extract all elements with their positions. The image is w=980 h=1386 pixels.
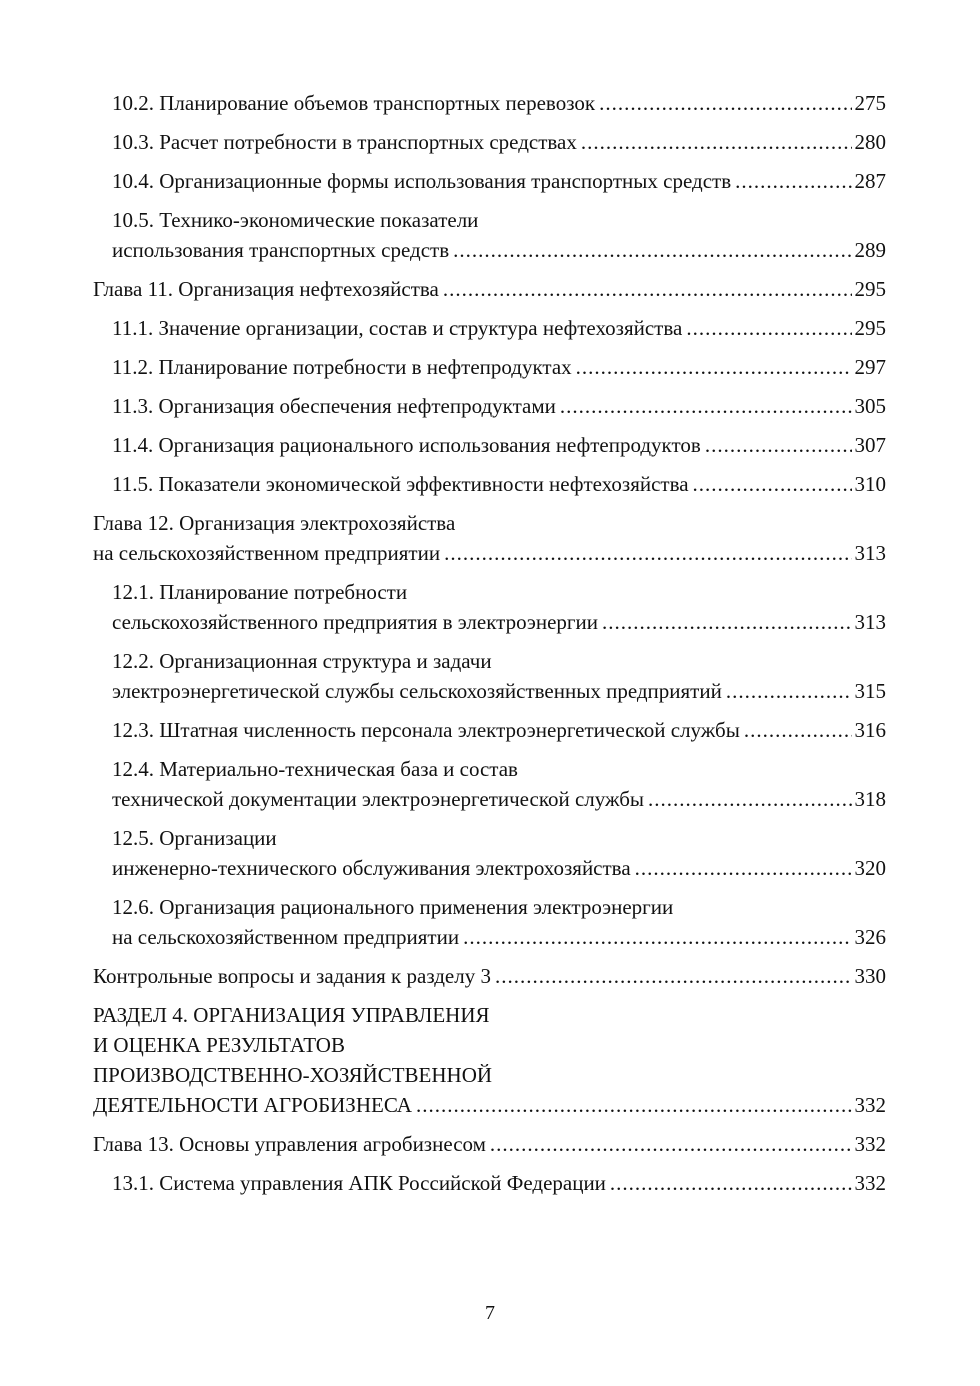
toc-entry-leader-line (112, 922, 886, 952)
toc-entry-page-number: 295 (854, 277, 886, 301)
toc-entry-leader-line (112, 1168, 886, 1198)
toc-entry-page-number: 305 (854, 394, 886, 418)
toc-entry-title-line: 12.5. Организации (112, 826, 277, 850)
toc-entry-title-line: 10.5. Технико-экономические показатели (112, 208, 479, 232)
toc-entry-title-line: на сельскохозяйственном предприятии (93, 541, 441, 565)
toc-entry-title-line: инженерно-технического обслуживания электрохозяйства (112, 856, 631, 880)
dot-leader (735, 166, 851, 196)
toc-subsection-entry (93, 391, 886, 421)
toc-entry-page-number: 332 (854, 1171, 886, 1195)
toc-subsection-entry (93, 892, 886, 952)
toc-entry-leader-line (112, 127, 886, 157)
toc-entry-title-line: технической документации электроэнергетической службы (112, 787, 645, 811)
toc-entry-title-line: на сельскохозяйственном предприятии (112, 925, 460, 949)
toc-entry-page-number: 318 (854, 787, 886, 811)
toc-entry-title-line: 12.6. Организация рационального применения электроэнергии (112, 895, 674, 919)
dot-leader (576, 352, 852, 382)
toc-entry-title-line: Глава 12. Организация электрохозяйства (93, 511, 456, 535)
dot-leader (490, 1129, 852, 1159)
toc-entry-page-number: 330 (854, 964, 886, 988)
toc-entry-leader-line (112, 607, 886, 637)
toc-entry-title-line: 12.2. Организационная структура и задачи (112, 649, 492, 673)
dot-leader (705, 430, 852, 460)
toc-entry-page-number: 295 (854, 316, 886, 340)
toc-entry-title-line: сельскохозяйственного предприятия в электроэнергии (112, 610, 599, 634)
toc-entry-leader-line (112, 391, 886, 421)
toc-subsection-entry (93, 127, 886, 157)
dot-leader (453, 235, 851, 265)
toc-entry-page-number: 307 (854, 433, 886, 457)
toc-entry-leader-line (112, 166, 886, 196)
toc-entry-title-line: 11.1. Значение организации, состав и структура нефтехозяйства (112, 316, 683, 340)
dot-leader (443, 274, 852, 304)
toc-entry-title-line: 10.2. Планирование объемов транспортных перевозок (112, 91, 596, 115)
toc-entry-title-line: РАЗДЕЛ 4. ОРГАНИЗАЦИЯ УПРАВЛЕНИЯ (93, 1003, 490, 1027)
toc-entry-leader-line (112, 853, 886, 883)
toc-entry-title-line: 11.3. Организация обеспечения нефтепродуктами (112, 394, 556, 418)
toc-entry-page-number: 297 (854, 355, 886, 379)
toc-entry-page-number: 332 (854, 1132, 886, 1156)
toc-entry-title-line: ДЕЯТЕЛЬНОСТИ АГРОБИЗНЕСА (93, 1093, 412, 1117)
toc-entry-leader-line (112, 352, 886, 382)
toc-subsection-entry (93, 577, 886, 637)
toc-entry-page-number: 320 (854, 856, 886, 880)
toc-chapter-entry (93, 508, 886, 568)
toc-entry-page-number: 289 (854, 238, 886, 262)
toc-entry-title-line: 10.4. Организационные формы использования транспортных средств (112, 169, 732, 193)
toc-entry-leader-line (112, 313, 886, 343)
toc-entry-page-number: 316 (854, 718, 886, 742)
toc-entry-leader-line (93, 1129, 886, 1159)
dot-leader (416, 1090, 852, 1120)
toc-chapter-entry (93, 274, 886, 304)
dot-leader (599, 88, 851, 118)
dot-leader (648, 784, 851, 814)
dot-leader (726, 676, 852, 706)
toc-entry-leader-line (93, 1090, 886, 1120)
toc-entry-leader-line (112, 676, 886, 706)
toc-entry-page-number: 275 (854, 91, 886, 115)
toc-entry-leader-line (112, 430, 886, 460)
toc-entry-leader-line (112, 235, 886, 265)
toc-entry-title-line: 12.3. Штатная численность персонала электроэнергетической службы (112, 718, 740, 742)
toc-entry-title-line: 11.2. Планирование потребности в нефтепродуктах (112, 355, 572, 379)
toc-entry-page-number: 280 (854, 130, 886, 154)
toc-entry-leader-line (112, 715, 886, 745)
toc-entry-title-line: 11.4. Организация рационального использования нефтепродуктов (112, 433, 701, 457)
toc-entry-title-line: Глава 13. Основы управления агробизнесом (93, 1132, 486, 1156)
toc-subsection-entry (93, 88, 886, 118)
toc-subsection-entry (93, 430, 886, 460)
toc-entry-title-line: электроэнергетической службы сельскохозяйственных предприятий (112, 679, 722, 703)
toc-entry-page-number: 326 (854, 925, 886, 949)
toc-entry-title-line: использования транспортных средств (112, 238, 450, 262)
toc-entry-leader-line (112, 469, 886, 499)
dot-leader (463, 922, 851, 952)
toc-entry-leader-line (93, 274, 886, 304)
toc-subsection-entry (93, 754, 886, 814)
toc-subsection-entry (93, 823, 886, 883)
table-of-contents (93, 88, 886, 1207)
dot-leader (744, 715, 852, 745)
dot-leader (686, 313, 851, 343)
toc-entry-leader-line (112, 784, 886, 814)
toc-entry-title-line: 12.4. Материально-техническая база и состав (112, 757, 518, 781)
toc-entry-page-number: 313 (854, 610, 886, 634)
dot-leader (495, 961, 852, 991)
toc-subsection-entry (93, 205, 886, 265)
toc-entry-leader-line (93, 538, 886, 568)
dot-leader (610, 1168, 852, 1198)
toc-entry-title-line: Глава 11. Организация нефтехозяйства (93, 277, 439, 301)
toc-entry-page-number: 332 (854, 1093, 886, 1117)
toc-chapter-entry (93, 1000, 886, 1120)
toc-entry-title-line: И ОЦЕНКА РЕЗУЛЬТАТОВ (93, 1033, 345, 1057)
toc-subsection-entry (93, 352, 886, 382)
toc-entry-title-line: 12.1. Планирование потребности (112, 580, 408, 604)
toc-chapter-entry (93, 1129, 886, 1159)
dot-leader (602, 607, 851, 637)
dot-leader (693, 469, 852, 499)
dot-leader (560, 391, 852, 421)
toc-entry-page-number: 313 (854, 541, 886, 565)
toc-entry-title-line: ПРОИЗВОДСТВЕННО-ХОЗЯЙСТВЕННОЙ (93, 1063, 493, 1087)
toc-entry-title-line: 10.3. Расчет потребности в транспортных средствах (112, 130, 577, 154)
toc-subsection-entry (93, 469, 886, 499)
dot-leader (635, 853, 852, 883)
toc-entry-leader-line (93, 961, 886, 991)
page-number: 7 (485, 1302, 495, 1324)
toc-subsection-entry (93, 313, 886, 343)
toc-subsection-entry (93, 646, 886, 706)
toc-entry-page-number: 287 (854, 169, 886, 193)
toc-subsection-entry (93, 1168, 886, 1198)
toc-entry-page-number: 310 (854, 472, 886, 496)
toc-entry-title-line: Контрольные вопросы и задания к разделу 3 (93, 964, 491, 988)
toc-subsection-entry (93, 715, 886, 745)
toc-chapter-entry (93, 961, 886, 991)
toc-entry-leader-line (112, 88, 886, 118)
dot-leader (444, 538, 851, 568)
toc-subsection-entry (93, 166, 886, 196)
toc-entry-title-line: 11.5. Показатели экономической эффективности нефтехозяйства (112, 472, 689, 496)
dot-leader (581, 127, 852, 157)
toc-entry-title-line: 13.1. Система управления АПК Российской Федерации (112, 1171, 606, 1195)
toc-entry-page-number: 315 (854, 679, 886, 703)
